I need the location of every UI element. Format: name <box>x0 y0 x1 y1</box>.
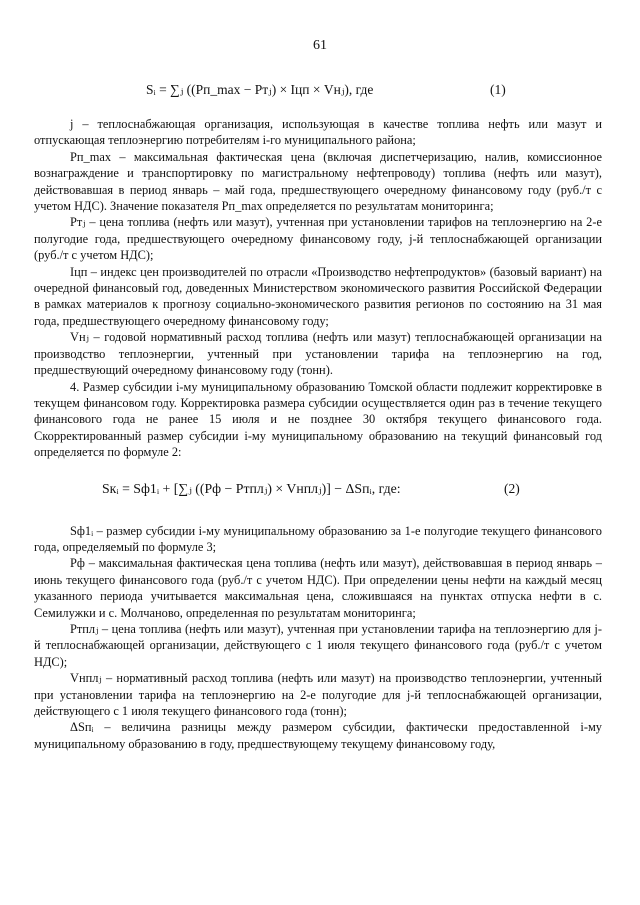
paragraph: Рп_max – максимальная фактическая цена (включая диспетчеризацию, налив, комиссионное вознаграждение и транспортировку по магистральному нефтепроводу) топлива (нефть или мазут), действовавшая в период январь – май года, предшествующего очередному финансовому году (руб./т с учетом НДС). Значение показателя Рп_max определяется по результатам мониторинга; <box>34 149 602 214</box>
paragraph: Sф1ᵢ – размер субсидии i-му муниципальному образованию за 1-е полугодие текущего финансового года, определяемый по формуле 3; <box>34 523 602 554</box>
formula-1-number: (1) <box>490 82 506 97</box>
paragraph: Vнплⱼ – нормативный расход топлива (нефть или мазут) на производство теплоэнергии, учтенный при установлении тарифа на теплоэнергию на 2-е полугодие для j-й теплоснабжающей организации, действующего с 1 июля текущего финансового года (тонн); <box>34 671 602 718</box>
page-number: 61 <box>313 38 327 53</box>
paragraph: Ртⱼ – цена топлива (нефть или мазут), учтенная при установлении тарифов на теплоэнергию на 2-е полугодие года, предшествующего очередному финансовому году, j-й теплоснабжающей организации (руб./т с учетом НДС); <box>34 215 602 263</box>
paragraph: Iцп – индекс цен производителей по отрасли «Производство нефтепродуктов» (базовый вариант) на очередной финансовый год, доведенных Министерством экономического развития Российской Федерации в рамках материалов к прогнозу социально-экономического развития регионов по состоянию на 31 мая года, предшествующего очередному финансовому году; <box>34 264 602 328</box>
paragraph: Vнⱼ – годовой нормативный расход топлива (нефть или мазут) теплоснабжающей организации на производство теплоэнергии, учтенный при установлении тарифа на теплоэнергию на год, предшествующий очередному финансовому году (тонн). <box>34 330 602 378</box>
paragraph: 4. Размер субсидии i-му муниципальному образованию Томской области подлежит корректировке в текущем финансовом году. Корректировка размера субсидии осуществляется один раз в течение текущего финансового года не ранее 15 июля и не позднее 30 октября текущего финансового года. Скорректированный размер субсидии i-му муниципальному образованию на текущий финансовый год определяется по формуле 2: <box>34 379 602 460</box>
formula-1-expression: Sᵢ = ∑ⱼ ((Рп_max − Ртⱼ) × Iцп × Vнⱼ), где <box>146 82 374 97</box>
document-body <box>34 74 602 752</box>
formula-1 <box>34 74 602 108</box>
formula-2-number: (2) <box>504 480 520 496</box>
paragraph: Ртплⱼ – цена топлива (нефть или мазут), учтенная при установлении тарифа на теплоэнергию для j-й теплоснабжающей организации, действующего с 1 июля текущего финансового года (руб./т с учетом НДС); <box>34 621 602 669</box>
formula-2-expression: Sкᵢ = Sф1ᵢ + [∑ⱼ ((Рф − Ртплⱼ) × Vнплⱼ)] − ΔSпᵢ, где: <box>102 480 401 496</box>
paragraph: Рф – максимальная фактическая цена топлива (нефть или мазут), действовавшая в период январь – июнь текущего финансового года (руб./т с учетом НДС). При определении цены нефти на каждый месяц указанного периода учитывается максимальная цена, сложившаяся на пунктах отпуска нефти в с. Семилужки и с. Молчаново, определенная по результатам мониторинга; <box>34 556 602 620</box>
paragraph: j – теплоснабжающая организация, использующая в качестве топлива нефть или мазут и отпускающая теплоэнергию потребителям i-го муниципального района; <box>34 117 602 148</box>
formula-2 <box>34 469 602 515</box>
paragraph: ΔSпᵢ – величина разницы между размером субсидии, фактически предоставленной i-му муниципальному образованию в году, предшествующему текущему финансовому году, <box>34 720 602 751</box>
